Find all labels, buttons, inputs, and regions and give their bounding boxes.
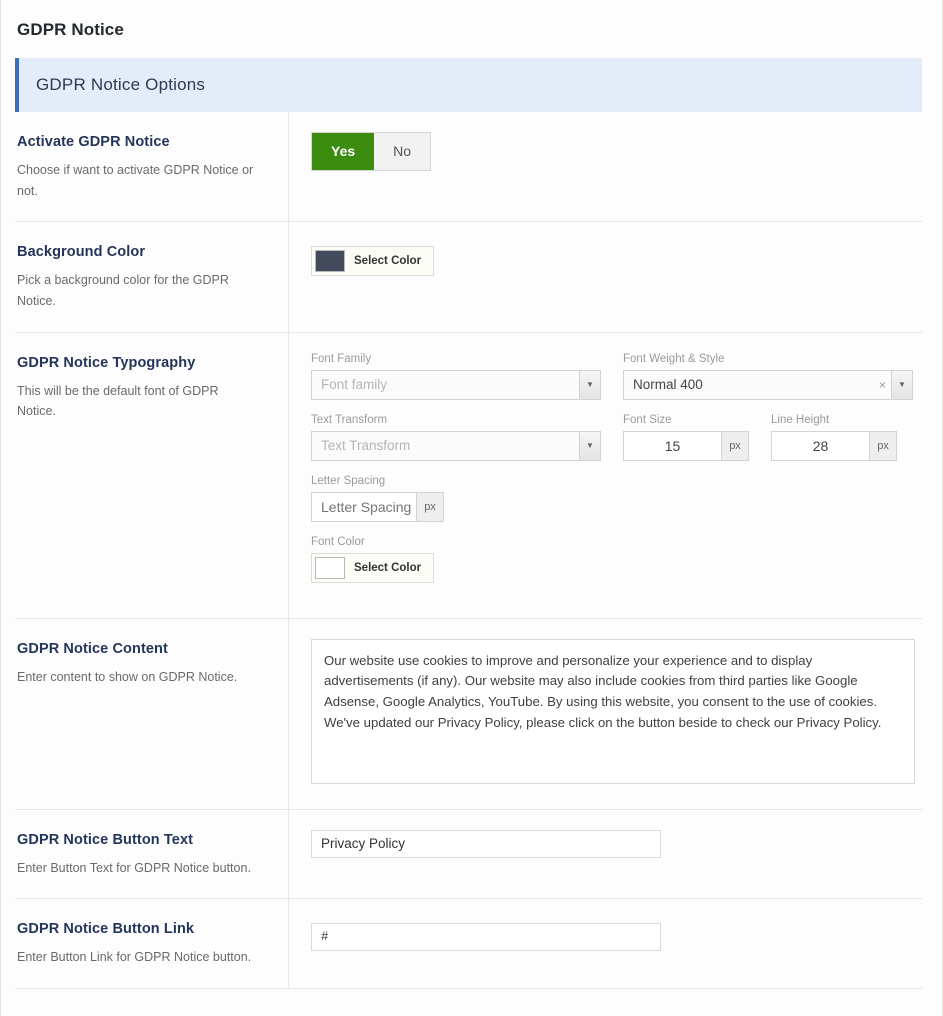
chevron-down-icon[interactable]: ▼ — [579, 432, 600, 460]
select-color-label[interactable]: Select Color — [354, 561, 422, 574]
row-field — [288, 112, 922, 221]
chevron-down-icon[interactable]: ▼ — [891, 371, 912, 399]
font-size-label: Font Size — [623, 413, 672, 426]
line-height-label: Line Height — [771, 413, 830, 426]
line-height-group — [771, 414, 897, 461]
text-transform-group — [311, 414, 601, 461]
row-button-link — [15, 899, 922, 989]
typography-controls — [311, 353, 922, 598]
clear-icon[interactable]: × — [878, 377, 886, 392]
font-weight-label: Font Weight & Style — [623, 352, 725, 365]
row-title: Background Color — [17, 244, 146, 261]
button-link-input[interactable] — [311, 923, 661, 951]
toggle-no-button[interactable]: No — [374, 133, 430, 170]
row-description: This will be the default font of GDPR Notice. — [17, 383, 219, 419]
row-title: Activate GDPR Notice — [17, 134, 170, 150]
row-title: GDPR Notice Button Text — [17, 831, 194, 848]
font-color-label: Font Color — [311, 535, 365, 548]
row-label — [15, 222, 288, 331]
page-title: GDPR Notice — [17, 20, 124, 39]
row-title: GDPR Notice Content — [17, 640, 168, 657]
line-height-unit: px — [869, 432, 896, 460]
toggle-yes-button[interactable]: Yes — [312, 133, 374, 170]
text-transform-select[interactable] — [311, 431, 601, 461]
row-background-color — [15, 222, 922, 332]
font-size-group — [623, 414, 749, 461]
row-description: Pick a background color for the GDPR Notice. — [17, 273, 229, 308]
font-color-group — [311, 536, 434, 584]
background-color-picker[interactable] — [311, 246, 434, 276]
settings-rows — [15, 112, 922, 989]
text-transform-value: Text Transform — [321, 438, 411, 453]
row-description: Enter Button Text for GDPR Notice button. — [17, 860, 251, 875]
font-color-picker[interactable] — [311, 553, 434, 583]
font-size-input-wrap[interactable] — [623, 431, 749, 461]
font-size-unit: px — [721, 432, 748, 460]
font-family-select[interactable] — [311, 370, 601, 400]
chevron-down-icon[interactable]: ▼ — [579, 371, 600, 399]
row-field — [288, 619, 922, 809]
panel-title: GDPR Notice Options — [36, 75, 206, 94]
row-description: Choose if want to activate GDPR Notice or not. — [17, 163, 254, 198]
font-family-value: Font family — [321, 377, 388, 392]
letter-spacing-label: Letter Spacing — [311, 474, 386, 487]
font-weight-select[interactable] — [623, 370, 913, 400]
letter-spacing-group — [311, 475, 444, 522]
row-field — [288, 333, 922, 618]
line-height-input[interactable] — [772, 432, 869, 460]
row-label — [15, 112, 288, 221]
row-description: Enter Button Link for GDPR Notice button. — [17, 950, 252, 965]
font-size-input[interactable] — [624, 432, 721, 460]
font-family-group — [311, 353, 601, 400]
row-label — [15, 899, 288, 988]
row-field — [288, 810, 922, 899]
row-label — [15, 333, 288, 618]
font-weight-group — [623, 353, 913, 400]
row-typography — [15, 333, 922, 619]
activate-toggle-group[interactable] — [311, 132, 431, 171]
row-description: Enter content to show on GDPR Notice. — [17, 669, 238, 684]
notice-content-textarea[interactable] — [311, 639, 915, 784]
text-transform-label: Text Transform — [311, 413, 388, 426]
letter-spacing-input-wrap[interactable] — [311, 492, 444, 522]
row-title: GDPR Notice Typography — [17, 354, 196, 371]
options-panel-header — [15, 58, 922, 112]
select-color-label[interactable]: Select Color — [354, 255, 422, 268]
color-swatch[interactable] — [315, 557, 345, 579]
row-field — [288, 899, 922, 988]
letter-spacing-unit: px — [416, 493, 443, 521]
font-family-label: Font Family — [311, 352, 372, 365]
row-button-text — [15, 810, 922, 900]
row-field — [288, 222, 922, 331]
row-notice-content — [15, 619, 922, 810]
row-label — [15, 619, 288, 809]
row-label — [15, 810, 288, 899]
letter-spacing-input[interactable] — [312, 493, 416, 521]
row-title: GDPR Notice Button Link — [17, 921, 195, 938]
color-swatch[interactable] — [315, 250, 345, 272]
button-text-input[interactable] — [311, 830, 661, 858]
font-weight-value: Normal 400 — [633, 377, 703, 392]
line-height-input-wrap[interactable] — [771, 431, 897, 461]
row-activate-gdpr-notice — [15, 112, 922, 222]
